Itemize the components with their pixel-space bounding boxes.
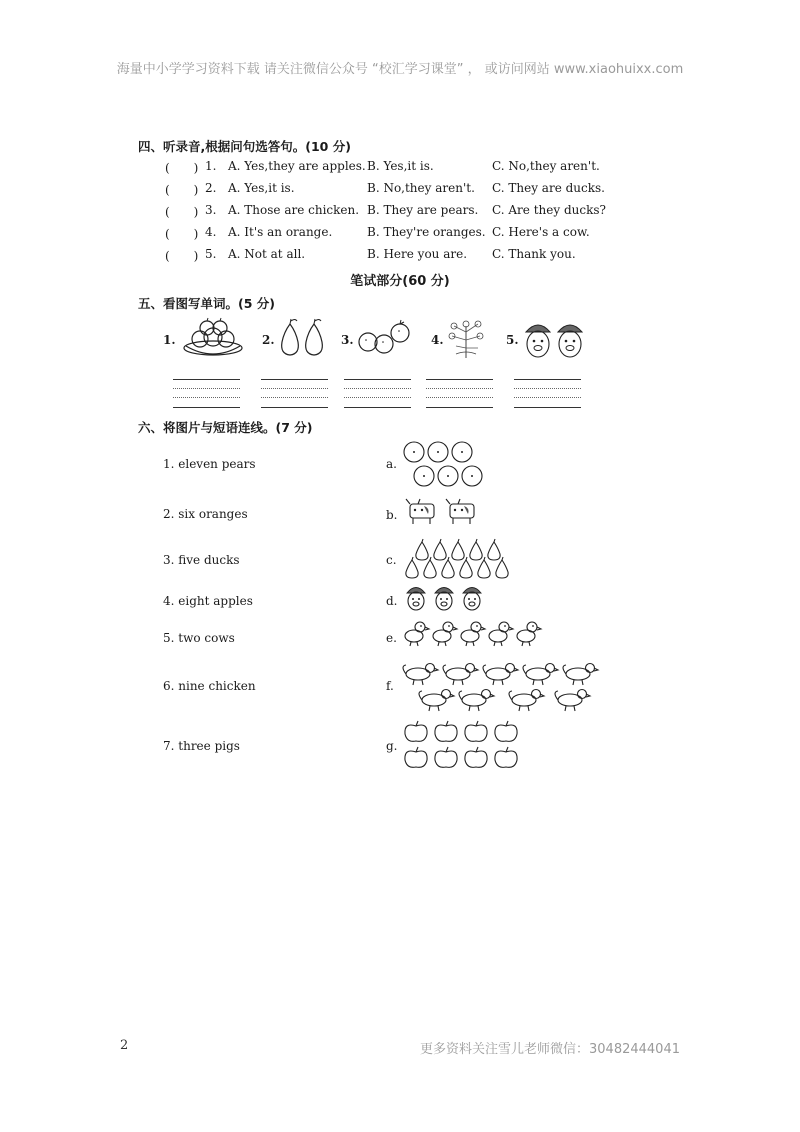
- phrase-item[interactable]: 1. eleven pears: [163, 457, 256, 471]
- option-a: A. Yes,they are apples.: [228, 159, 366, 173]
- writing-guide: [426, 397, 493, 398]
- writing-guide: [261, 397, 328, 398]
- writing-guide: [344, 397, 411, 398]
- section-6-title: 六、将图片与短语连线。(7 分): [138, 420, 313, 435]
- picture-letter: g.: [386, 739, 398, 753]
- writing-guide: [173, 397, 240, 398]
- picture-label: 1.: [163, 333, 176, 347]
- writing-guide: [344, 388, 411, 389]
- section-4-title: 四、听录音,根据问句选答句。(10 分): [138, 139, 351, 154]
- flower-plant-icon: [446, 318, 488, 360]
- apples-basket-icon: [182, 318, 244, 358]
- phrase-item[interactable]: 6. nine chicken: [163, 679, 256, 693]
- section-5-title: 五、看图写单词。(5 分): [138, 296, 275, 311]
- header-watermark-note: 海量中小学学习资料下载 请关注微信公众号 “校汇学习课堂” ， 或访问网站 www.xiaohuixx.com: [116, 62, 684, 77]
- written-part-title: 笔试部分(60 分): [350, 274, 450, 289]
- pigs-icon: [522, 316, 586, 362]
- option-c: C. Thank you.: [492, 247, 576, 261]
- oranges-group-icon[interactable]: [402, 440, 492, 490]
- answer-blank: ( ): [165, 161, 199, 175]
- oranges-icon: [356, 320, 412, 356]
- picture-letter: f.: [386, 679, 394, 693]
- phrase-item[interactable]: 4. eight apples: [163, 594, 253, 608]
- option-a: A. Not at all.: [228, 247, 306, 261]
- option-b: B. No,they aren't.: [367, 181, 475, 195]
- option-b: B. Yes,it is.: [367, 159, 434, 173]
- writing-guide: [514, 388, 581, 389]
- cows-group-icon[interactable]: [404, 496, 488, 530]
- picture-letter: a.: [386, 457, 397, 471]
- option-a: A. Those are chicken.: [228, 203, 360, 217]
- ducks-group-icon[interactable]: [402, 620, 552, 652]
- question-number: 2.: [205, 181, 217, 195]
- picture-label: 2.: [262, 333, 275, 347]
- picture-letter: d.: [386, 594, 398, 608]
- writing-line[interactable]: [173, 379, 240, 380]
- option-b: B. They are pears.: [367, 203, 479, 217]
- pears-icon: [278, 318, 328, 358]
- phrase-item[interactable]: 5. two cows: [163, 631, 235, 645]
- phrase-item[interactable]: 3. five ducks: [163, 553, 240, 567]
- question-number: 4.: [205, 225, 217, 239]
- picture-letter: c.: [386, 553, 397, 567]
- question-number: 1.: [205, 159, 217, 173]
- picture-label: 5.: [506, 333, 519, 347]
- writing-guide: [426, 388, 493, 389]
- writing-line[interactable]: [261, 379, 328, 380]
- writing-guide: [173, 388, 240, 389]
- answer-blank: ( ): [165, 205, 199, 219]
- writing-line[interactable]: [514, 379, 581, 380]
- picture-letter: e.: [386, 631, 397, 645]
- apples-group-icon[interactable]: [402, 718, 524, 772]
- pears-group-icon[interactable]: [402, 540, 520, 580]
- writing-line: [173, 407, 240, 408]
- option-a: A. Yes,it is.: [228, 181, 295, 195]
- writing-line: [344, 407, 411, 408]
- option-c: C. No,they aren't.: [492, 159, 600, 173]
- option-b: B. Here you are.: [367, 247, 468, 261]
- question-number: 5.: [205, 247, 217, 261]
- option-c: C. Here's a cow.: [492, 225, 590, 239]
- answer-blank: ( ): [165, 183, 199, 197]
- writing-line: [261, 407, 328, 408]
- page-number: 2: [120, 1038, 129, 1053]
- option-a: A. It's an orange.: [228, 225, 333, 239]
- picture-label: 3.: [341, 333, 354, 347]
- option-c: C. Are they ducks?: [492, 203, 606, 217]
- phrase-item[interactable]: 7. three pigs: [163, 739, 240, 753]
- option-b: B. They're oranges.: [367, 225, 486, 239]
- writing-guide: [261, 388, 328, 389]
- question-number: 3.: [205, 203, 217, 217]
- picture-letter: b.: [386, 508, 398, 522]
- picture-label: 4.: [431, 333, 444, 347]
- chickens-group-icon[interactable]: [400, 660, 610, 714]
- answer-blank: ( ): [165, 249, 199, 263]
- writing-line: [426, 407, 493, 408]
- writing-line[interactable]: [344, 379, 411, 380]
- writing-line: [514, 407, 581, 408]
- answer-blank: ( ): [165, 227, 199, 241]
- option-c: C. They are ducks.: [492, 181, 605, 195]
- pigs-group-icon[interactable]: [404, 586, 488, 614]
- footer-contact-note: 更多资料关注雪儿老师微信：30482444041: [420, 1042, 680, 1057]
- writing-guide: [514, 397, 581, 398]
- phrase-item[interactable]: 2. six oranges: [163, 507, 248, 521]
- writing-line[interactable]: [426, 379, 493, 380]
